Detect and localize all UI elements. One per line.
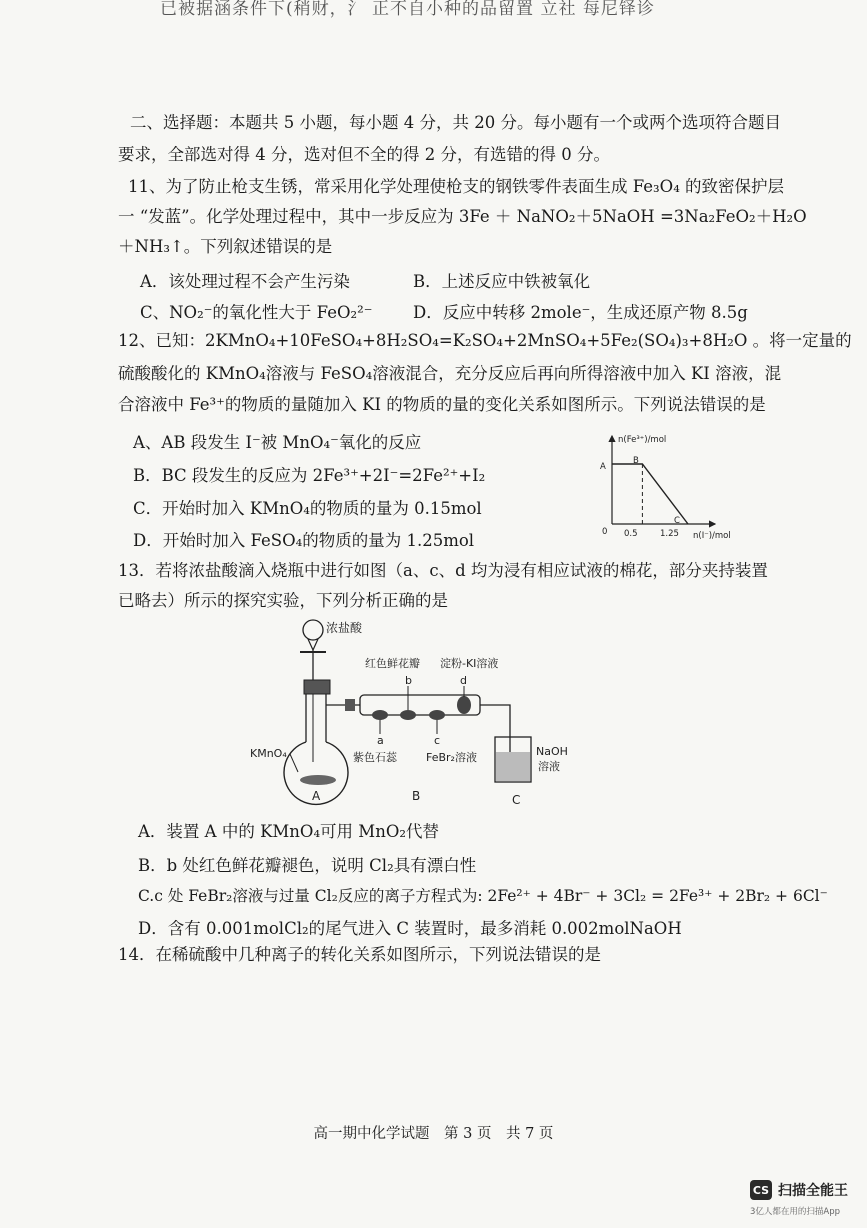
q11-line2: 一 “发蓝”。化学处理过程中，其中一步反应为 3Fe ＋ NaNO₂＋5NaOH =3Na₂FeO₂＋H₂O xyxy=(118,207,807,226)
label-conc-hcl: 浓盐酸 xyxy=(326,621,363,635)
scanner-tagline: 3亿人都在用的扫描App xyxy=(750,1207,841,1217)
label-b: b xyxy=(405,674,412,687)
q12-line1: 12、已知：2KMnO₄+10FeSO₄+8H₂SO₄=K₂SO₄+2MnSO₄+5Fe₂(SO₄)₃+8H₂O 。将一定量的 xyxy=(118,331,852,350)
q14-line1: 14．在稀硫酸中几种离子的转化关系如图所示，下列说法错误的是 xyxy=(118,945,601,964)
cotton-d xyxy=(457,696,471,714)
kmno4-solid xyxy=(300,775,336,785)
q11-line1: 11、为了防止枪支生锈，常采用化学处理使枪支的钢铁零件表面生成 Fe₃O₄ 的致密保护层 xyxy=(128,177,785,196)
cotton-c xyxy=(429,710,445,720)
q13-option-a: A．装置 A 中的 KMnO₄可用 MnO₂代替 xyxy=(138,822,439,841)
label-device-b: B xyxy=(412,789,421,803)
chart-point-label-c: C xyxy=(674,516,680,526)
scanner-watermark xyxy=(750,1180,848,1200)
q12-option-a: A、AB 段发生 I⁻被 MnO₄⁻氧化的反应 xyxy=(133,433,422,452)
q12-option-c: C．开始时加入 KMnO₄的物质的量为 0.15mol xyxy=(133,499,482,518)
q11-option-c: C、NO₂⁻的氧化性大于 FeO₂²⁻ xyxy=(140,303,373,322)
chart-y-label: n(Fe³⁺)/mol xyxy=(618,435,667,445)
flask-stopper xyxy=(304,680,330,694)
connector-stopper xyxy=(345,699,355,711)
q11-option-b: B．上述反应中铁被氧化 xyxy=(413,272,591,291)
label-red-petal: 红色鲜花瓣 xyxy=(365,657,420,670)
q11-option-a: A．该处理过程不会产生污染 xyxy=(140,272,350,291)
fe3-vs-ki-chart xyxy=(590,430,760,545)
label-device-a: A xyxy=(312,789,321,803)
q13-line2: 已略去）所示的探究实验，下列分析正确的是 xyxy=(118,591,448,610)
dropping-funnel-bulb xyxy=(303,620,323,640)
label-starch-ki: 淀粉-KI溶液 xyxy=(440,657,499,670)
q12-line2: 硫酸酸化的 KMnO₄溶液与 FeSO₄溶液混合，充分反应后再向所得溶液中加入 KI 溶液，混 xyxy=(118,364,782,383)
apparatus-diagram xyxy=(240,612,570,810)
label-kmno4: KMnO₄ xyxy=(250,747,287,760)
chart-point-label-b: B xyxy=(633,456,639,466)
label-d: d xyxy=(460,674,467,687)
header-cutoff-text: 已被据涵条件下(稍财，氵 正不自小种的品留置 立社 每尼铎诊 xyxy=(160,0,655,19)
chart-point-label-a: A xyxy=(600,462,606,472)
cotton-a xyxy=(372,710,388,720)
q12-option-d: D．开始时加入 FeSO₄的物质的量为 1.25mol xyxy=(133,531,475,550)
chart-series-line xyxy=(612,464,688,524)
chart-x-label: n(I⁻)/mol xyxy=(693,531,731,541)
q13-option-b: B．b 处红色鲜花瓣褪色，说明 Cl₂具有漂白性 xyxy=(138,856,477,875)
q13-option-d: D．含有 0.001molCl₂的尾气进入 C 装置时，最多消耗 0.002molNaOH xyxy=(138,919,682,938)
label-c: c xyxy=(434,734,441,747)
cotton-b xyxy=(400,710,416,720)
label-naoh-solution: 溶液 xyxy=(538,760,560,773)
q13-line1: 13．若将浓盐酸滴入烧瓶中进行如图（a、c、d 均为浸有相应试液的棉花，部分夹持装置 xyxy=(118,561,768,580)
label-febr2: FeBr₂溶液 xyxy=(426,751,477,764)
chart-x-tick-1: 0.5 xyxy=(624,529,638,539)
label-device-c: C xyxy=(512,793,521,807)
page-footer: 高一期中化学试题 第 3 页 共 7 页 xyxy=(313,1126,554,1142)
label-naoh: NaOH xyxy=(536,745,568,758)
q11-line3: ＋NH₃↑。下列叙述错误的是 xyxy=(118,237,333,256)
camscanner-logo-icon: CS xyxy=(750,1180,772,1200)
q12-line3: 合溶液中 Fe³⁺的物质的量随加入 KI 的物质的量的变化关系如图所示。下列说法错误的是 xyxy=(118,395,766,414)
q11-option-d: D．反应中转移 2mole⁻，生成还原产物 8.5g xyxy=(413,303,748,322)
q13-option-c: C.c 处 FeBr₂溶液与过量 Cl₂反应的离子方程式为: 2Fe²⁺ + 4Br⁻ + 3Cl₂ = 2Fe³⁺ + 2Br₂ + 6Cl⁻ xyxy=(138,887,828,905)
scanner-app-name: 扫描全能王 xyxy=(778,1183,848,1199)
chart-x-tick-0: 0 xyxy=(602,527,608,537)
chart-x-tick-2: 1.25 xyxy=(660,529,679,539)
label-litmus: 紫色石蕊 xyxy=(353,751,397,764)
section-instructions-line1: 二、选择题：本题共 5 小题，每小题 4 分，共 20 分。每小题有一个或两个选项符合题目 xyxy=(130,113,781,132)
q12-option-b: B．BC 段发生的反应为 2Fe³⁺+2I⁻=2Fe²⁺+I₂ xyxy=(133,466,486,485)
section-instructions-line2: 要求，全部选对得 4 分，选对但不全的得 2 分，有选错的得 0 分。 xyxy=(118,145,610,164)
label-a: a xyxy=(377,734,384,747)
